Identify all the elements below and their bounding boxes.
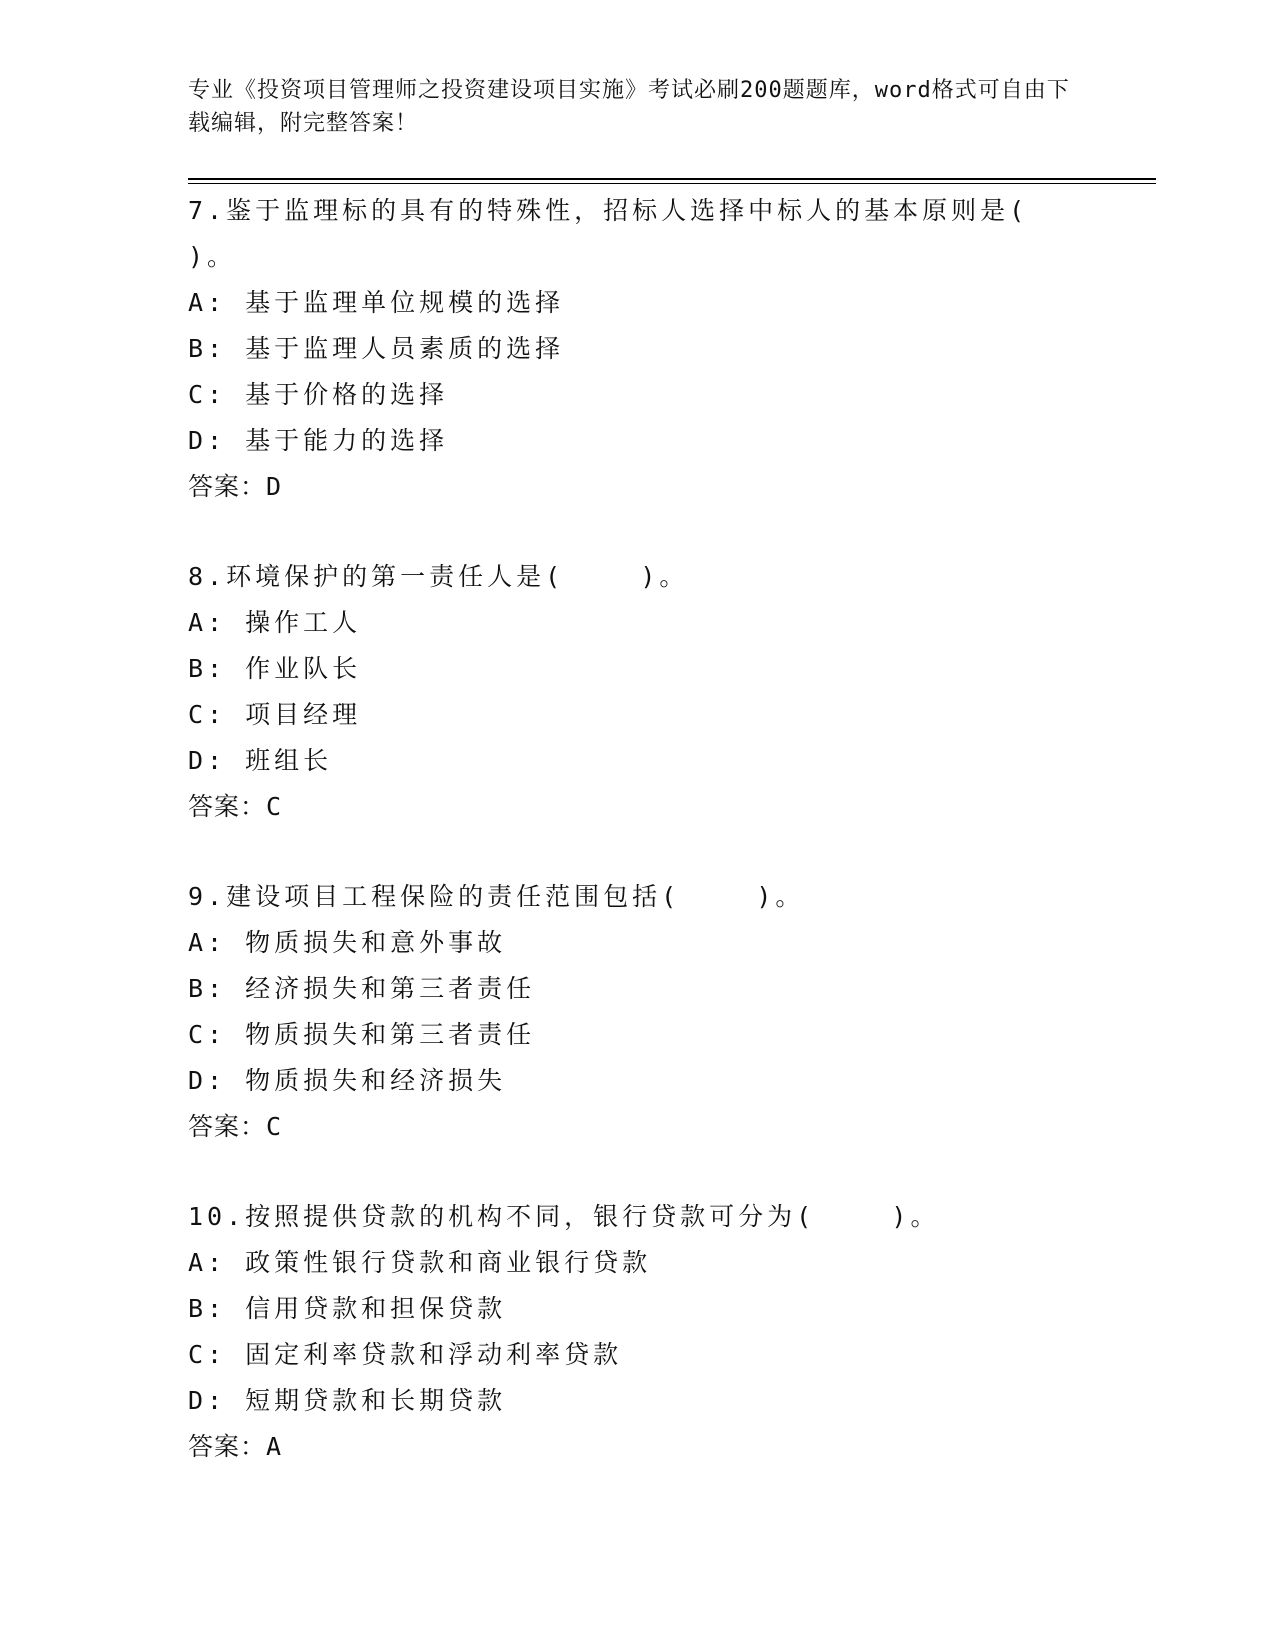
answer-value: C bbox=[266, 792, 283, 821]
option-text: 操作工人 bbox=[245, 608, 362, 637]
option-label: B: bbox=[188, 1294, 227, 1323]
question-10 bbox=[188, 1194, 1088, 1470]
document-header: 专业《投资项目管理师之投资建设项目实施》考试必刷200题题库，word格式可自由下载编辑，附完整答案！ bbox=[188, 78, 1070, 136]
question-stem: 9.建设项目工程保险的责任范围包括( )。 bbox=[188, 882, 805, 911]
option-text: 项目经理 bbox=[245, 700, 362, 729]
option-a bbox=[188, 920, 1088, 966]
option-a bbox=[188, 1240, 1088, 1286]
question-stem: 8.环境保护的第一责任人是( )。 bbox=[188, 562, 689, 591]
option-label: C: bbox=[188, 380, 227, 409]
option-a bbox=[188, 280, 1088, 326]
option-text: 物质损失和第三者责任 bbox=[245, 1020, 536, 1049]
question-stem: 10.按照提供贷款的机构不同，银行贷款可分为( )。 bbox=[188, 1202, 940, 1231]
answer-line bbox=[188, 1424, 1088, 1470]
option-label: D: bbox=[188, 1066, 227, 1095]
option-label: C: bbox=[188, 1340, 227, 1369]
option-text: 信用贷款和担保贷款 bbox=[245, 1294, 507, 1323]
option-label: A: bbox=[188, 928, 227, 957]
answer-label: 答案： bbox=[188, 1432, 267, 1461]
option-label: A: bbox=[188, 288, 227, 317]
option-d bbox=[188, 1378, 1088, 1424]
option-d bbox=[188, 418, 1088, 464]
option-label: D: bbox=[188, 746, 227, 775]
answer-line bbox=[188, 1104, 1088, 1150]
option-label: A: bbox=[188, 608, 227, 637]
option-c bbox=[188, 1332, 1088, 1378]
option-b bbox=[188, 326, 1088, 372]
answer-value: A bbox=[266, 1432, 283, 1461]
option-label: B: bbox=[188, 334, 227, 363]
question-8 bbox=[188, 554, 1088, 830]
question-7 bbox=[188, 188, 1105, 510]
answer-line bbox=[188, 464, 1088, 510]
option-c bbox=[188, 372, 1088, 418]
option-label: B: bbox=[188, 974, 227, 1003]
option-text: 物质损失和经济损失 bbox=[245, 1066, 507, 1095]
option-text: 物质损失和意外事故 bbox=[245, 928, 507, 957]
option-text: 经济损失和第三者责任 bbox=[245, 974, 536, 1003]
option-text: 基于监理人员素质的选择 bbox=[245, 334, 565, 363]
answer-label: 答案： bbox=[188, 472, 267, 501]
option-b bbox=[188, 1286, 1088, 1332]
option-text: 基于能力的选择 bbox=[245, 426, 449, 455]
header-rule-thick bbox=[188, 178, 1156, 180]
option-label: A: bbox=[188, 1248, 227, 1277]
answer-value: D bbox=[266, 472, 283, 501]
option-text: 政策性银行贷款和商业银行贷款 bbox=[245, 1248, 652, 1277]
option-label: C: bbox=[188, 700, 227, 729]
option-text: 作业队长 bbox=[245, 654, 362, 683]
option-d bbox=[188, 1058, 1088, 1104]
answer-label: 答案： bbox=[188, 1112, 267, 1141]
option-text: 短期贷款和长期贷款 bbox=[245, 1386, 507, 1415]
header-rule-thin bbox=[188, 183, 1156, 184]
option-label: D: bbox=[188, 426, 227, 455]
option-c bbox=[188, 692, 1088, 738]
option-text: 班组长 bbox=[245, 746, 333, 775]
option-a bbox=[188, 600, 1088, 646]
answer-line bbox=[188, 784, 1088, 830]
answer-label: 答案： bbox=[188, 792, 267, 821]
option-text: 基于价格的选择 bbox=[245, 380, 449, 409]
option-label: B: bbox=[188, 654, 227, 683]
answer-value: C bbox=[266, 1112, 283, 1141]
option-b bbox=[188, 966, 1088, 1012]
option-d bbox=[188, 738, 1088, 784]
question-stem: 7.鉴于监理标的具有的特殊性，招标人选择中标人的基本原则是( )。 bbox=[188, 196, 1105, 271]
option-b bbox=[188, 646, 1088, 692]
option-text: 固定利率贷款和浮动利率贷款 bbox=[245, 1340, 623, 1369]
option-label: C: bbox=[188, 1020, 227, 1049]
option-text: 基于监理单位规模的选择 bbox=[245, 288, 565, 317]
option-label: D: bbox=[188, 1386, 227, 1415]
option-c bbox=[188, 1012, 1088, 1058]
question-9 bbox=[188, 874, 1088, 1150]
